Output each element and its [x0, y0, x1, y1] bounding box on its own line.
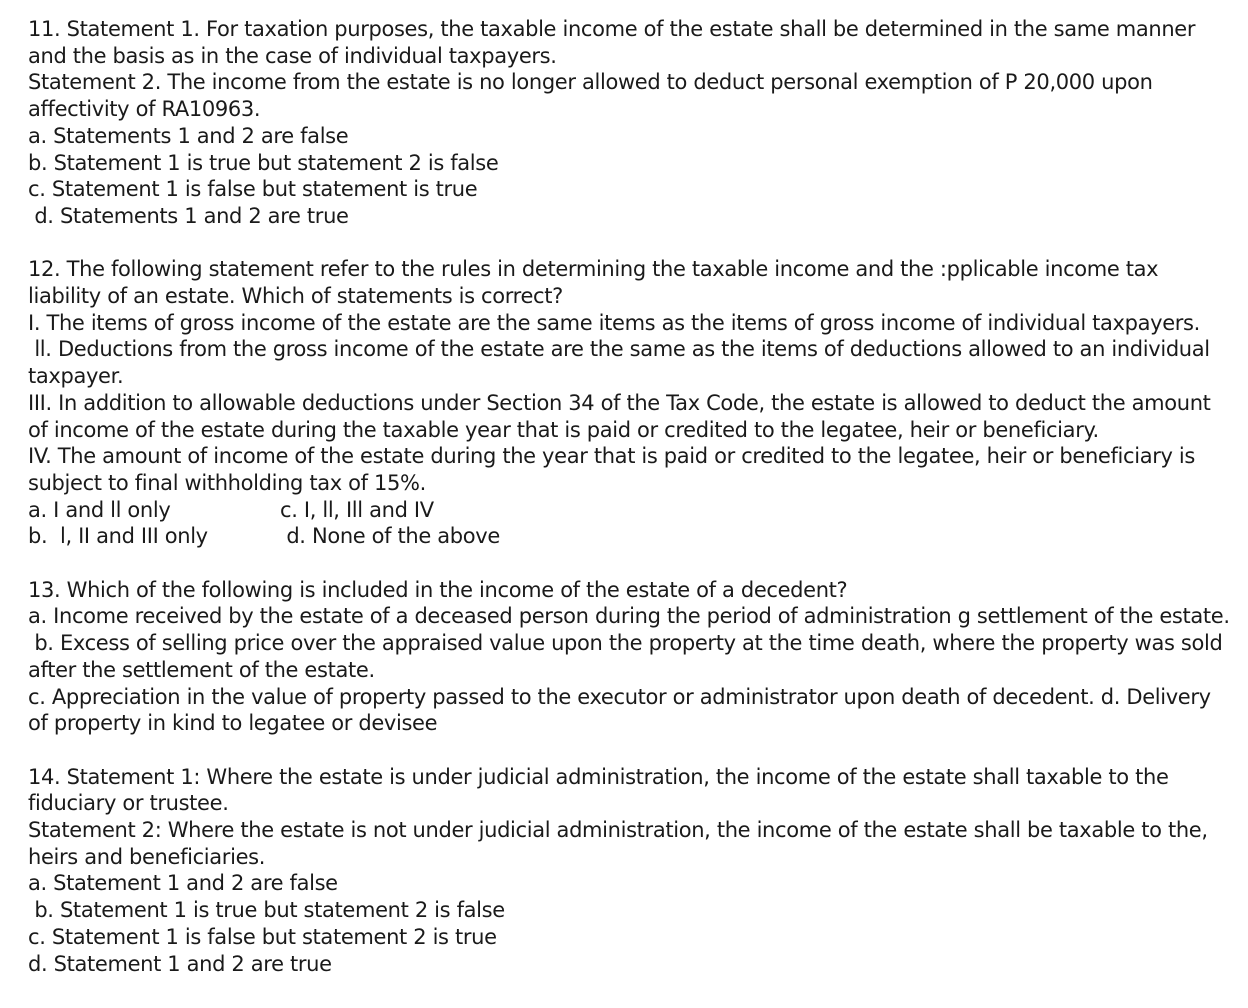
- question-13-line: 13. Which of the following is included in the income of the estate of a decedent?: [28, 577, 848, 602]
- question-12-line: III. In addition to allowable deductions under Section 34 of the Tax Code, the estate is allowed to deduct the amount: [28, 390, 1211, 415]
- question-12-option-c: c. I, ll, Ill and IV: [280, 497, 434, 522]
- question-13: [28, 577, 1238, 737]
- question-14: [28, 764, 1238, 978]
- question-11-option-d: d. Statements 1 and 2 are true: [28, 203, 349, 228]
- question-12-line: ll. Deductions from the gross income of the estate are the same as the items of deductions allowed to an individual: [28, 337, 1210, 362]
- question-12-line: I. The items of gross income of the estate are the same items as the items of gross income of individual taxpayers.: [28, 310, 1200, 335]
- question-11-option-a: a. Statements 1 and 2 are false: [28, 123, 349, 148]
- spacer: [28, 550, 1238, 577]
- question-12: [28, 256, 1238, 550]
- question-12-option-a: a. I and ll only: [28, 497, 171, 522]
- question-13-line: a. Income received by the estate of a deceased person during the period of administration g settlement of the estate.: [28, 604, 1230, 629]
- spacer: [28, 230, 1238, 257]
- question-11: [28, 16, 1238, 230]
- question-12-line: 12. The following statement refer to the rules in determining the taxable income and the :pplicable income tax: [28, 257, 1159, 282]
- question-14-option-c: c. Statement 1 is false but statement 2 is true: [28, 924, 497, 949]
- question-14-line: Statement 2: Where the estate is not under judicial administration, the income of the estate shall be taxable to the,: [28, 818, 1208, 843]
- question-11-option-b: b. Statement 1 is true but statement 2 is false: [28, 150, 499, 175]
- question-11-line: Statement 2. The income from the estate is no longer allowed to deduct personal exemption of P 20,000 upon: [28, 70, 1153, 95]
- document-page: [28, 16, 1238, 977]
- question-12-option-b: b. l, II and III only: [28, 524, 208, 549]
- question-14-line: 14. Statement 1: Where the estate is under judicial administration, the income of the estate shall taxable to the: [28, 764, 1169, 789]
- question-12-line: taxpayer.: [28, 364, 124, 389]
- question-13-line: after the settlement of the estate.: [28, 657, 375, 682]
- question-11-line: affectivity of RA10963.: [28, 97, 261, 122]
- question-14-line: heirs and beneficiaries.: [28, 844, 266, 869]
- question-14-option-d: d. Statement 1 and 2 are true: [28, 951, 332, 976]
- question-11-line: and the basis as in the case of individual taxpayers.: [28, 43, 557, 68]
- question-14-option-a: a. Statement 1 and 2 are false: [28, 871, 338, 896]
- question-11-option-c: c. Statement 1 is false but statement is true: [28, 177, 478, 202]
- question-11-line: 11. Statement 1. For taxation purposes, the taxable income of the estate shall be determined in the same manner: [28, 17, 1196, 41]
- question-14-line: fiduciary or trustee.: [28, 791, 229, 816]
- question-12-options-row: [28, 497, 1238, 524]
- question-14-option-b: b. Statement 1 is true but statement 2 is false: [28, 898, 505, 923]
- question-12-line: liability of an estate. Which of statements is correct?: [28, 284, 563, 309]
- question-12-line: subject to final withholding tax of 15%.: [28, 470, 426, 495]
- question-13-line: b. Excess of selling price over the appraised value upon the property at the time death, where the property was sold: [28, 631, 1223, 656]
- question-12-option-d: d. None of the above: [280, 524, 500, 549]
- question-13-line: of property in kind to legatee or devisee: [28, 711, 438, 736]
- spacer: [28, 737, 1238, 764]
- question-13-line: c. Appreciation in the value of property passed to the executor or administrator upon death of decedent. d. Delivery: [28, 684, 1211, 709]
- question-12-options-row: [28, 523, 1238, 550]
- question-12-line: of income of the estate during the taxable year that is paid or credited to the legatee, heir or beneficiary.: [28, 417, 1099, 442]
- question-12-line: IV. The amount of income of the estate during the year that is paid or credited to the legatee, heir or beneficiary is: [28, 444, 1195, 469]
